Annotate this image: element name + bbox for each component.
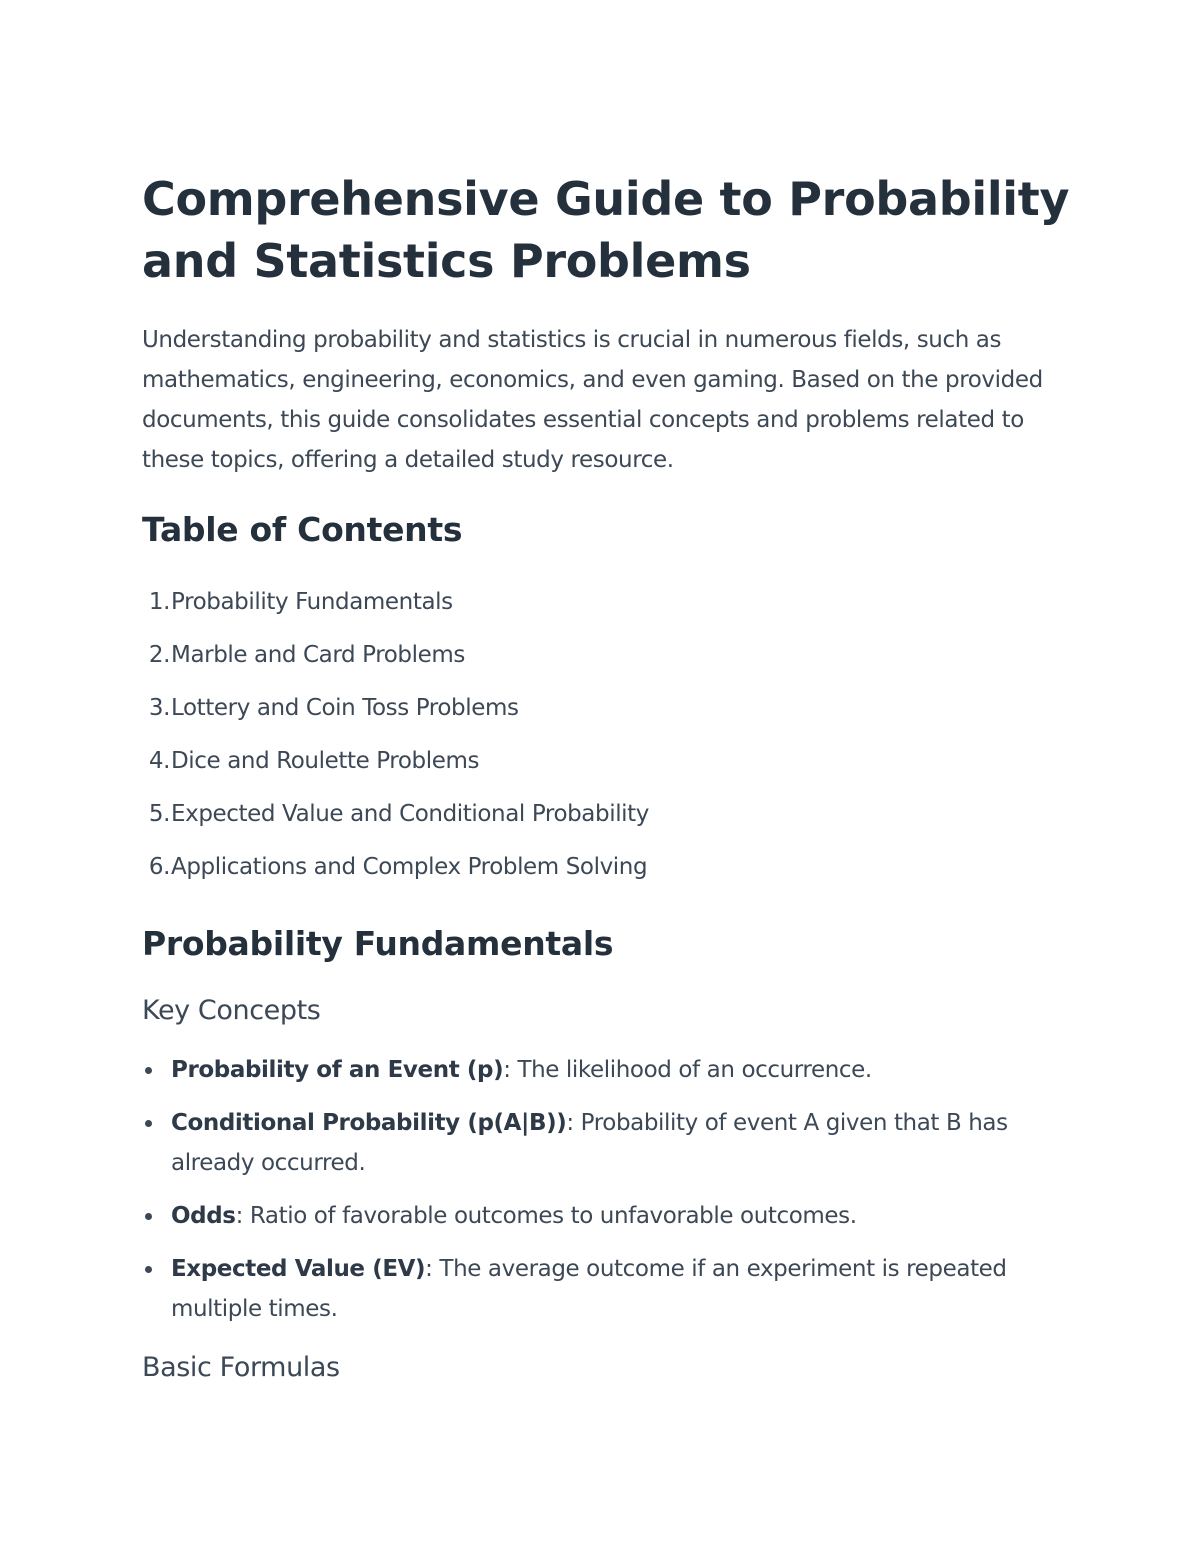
toc-item-label: Lottery and Coin Toss Problems <box>171 695 519 721</box>
subheading-basic-formulas: Basic Formulas <box>142 1352 340 1383</box>
toc-item-number: 2. <box>148 642 170 668</box>
toc-heading: Table of Contents <box>142 510 463 549</box>
toc-item-label: Dice and Roulette Problems <box>171 748 480 774</box>
concept-term: Probability of an Event (p) <box>171 1057 504 1083</box>
toc-item[interactable] <box>142 629 1072 682</box>
toc-item-number: 6. <box>148 854 170 880</box>
table-of-contents <box>142 576 1072 894</box>
toc-item-number: 1. <box>148 589 170 615</box>
list-item <box>142 1050 1072 1090</box>
toc-item-number: 4. <box>148 748 170 774</box>
list-item <box>142 1103 1072 1183</box>
section-heading-fundamentals: Probability Fundamentals <box>142 924 614 963</box>
toc-item-number: 3. <box>148 695 170 721</box>
toc-item[interactable] <box>142 841 1072 894</box>
key-concepts-list <box>142 1050 1072 1329</box>
bullet-icon <box>145 1213 152 1220</box>
concept-definition: : Ratio of favorable outcomes to unfavorable outcomes. <box>235 1203 857 1229</box>
intro-paragraph: Understanding probability and statistics is crucial in numerous fields, such as mathematics, engineering, economics, and even gaming. Based on the provided documents, this guide consolidates essential concepts and problems related to these topics, offering a detailed study resource. <box>142 327 1043 473</box>
toc-item-label: Probability Fundamentals <box>171 589 453 615</box>
bullet-icon <box>145 1067 152 1074</box>
concept-term: Odds <box>171 1203 236 1229</box>
bullet-icon <box>145 1120 152 1127</box>
concept-term: Conditional Probability (p(A|B)) <box>171 1110 567 1136</box>
list-item <box>142 1196 1072 1236</box>
toc-item[interactable] <box>142 735 1072 788</box>
document-title: Comprehensive Guide to Probability and Statistics Problems <box>142 172 1070 288</box>
toc-item[interactable] <box>142 682 1072 735</box>
toc-item[interactable] <box>142 788 1072 841</box>
subheading-key-concepts: Key Concepts <box>142 995 321 1026</box>
toc-item-label: Applications and Complex Problem Solving <box>171 854 648 880</box>
document-page <box>142 168 1072 1385</box>
concept-definition: : The likelihood of an occurrence. <box>503 1057 872 1083</box>
toc-item-number: 5. <box>148 801 170 827</box>
concept-term: Expected Value (EV) <box>171 1256 426 1282</box>
toc-item[interactable] <box>142 576 1072 629</box>
bullet-icon <box>145 1266 152 1273</box>
toc-item-label: Expected Value and Conditional Probability <box>171 801 650 827</box>
concept-definition: : The average outcome if an experiment is repeated multiple times. <box>171 1256 1007 1322</box>
concept-definition: : Probability of event A given that B has already occurred. <box>171 1110 1008 1176</box>
toc-item-label: Marble and Card Problems <box>171 642 465 668</box>
list-item <box>142 1249 1072 1329</box>
